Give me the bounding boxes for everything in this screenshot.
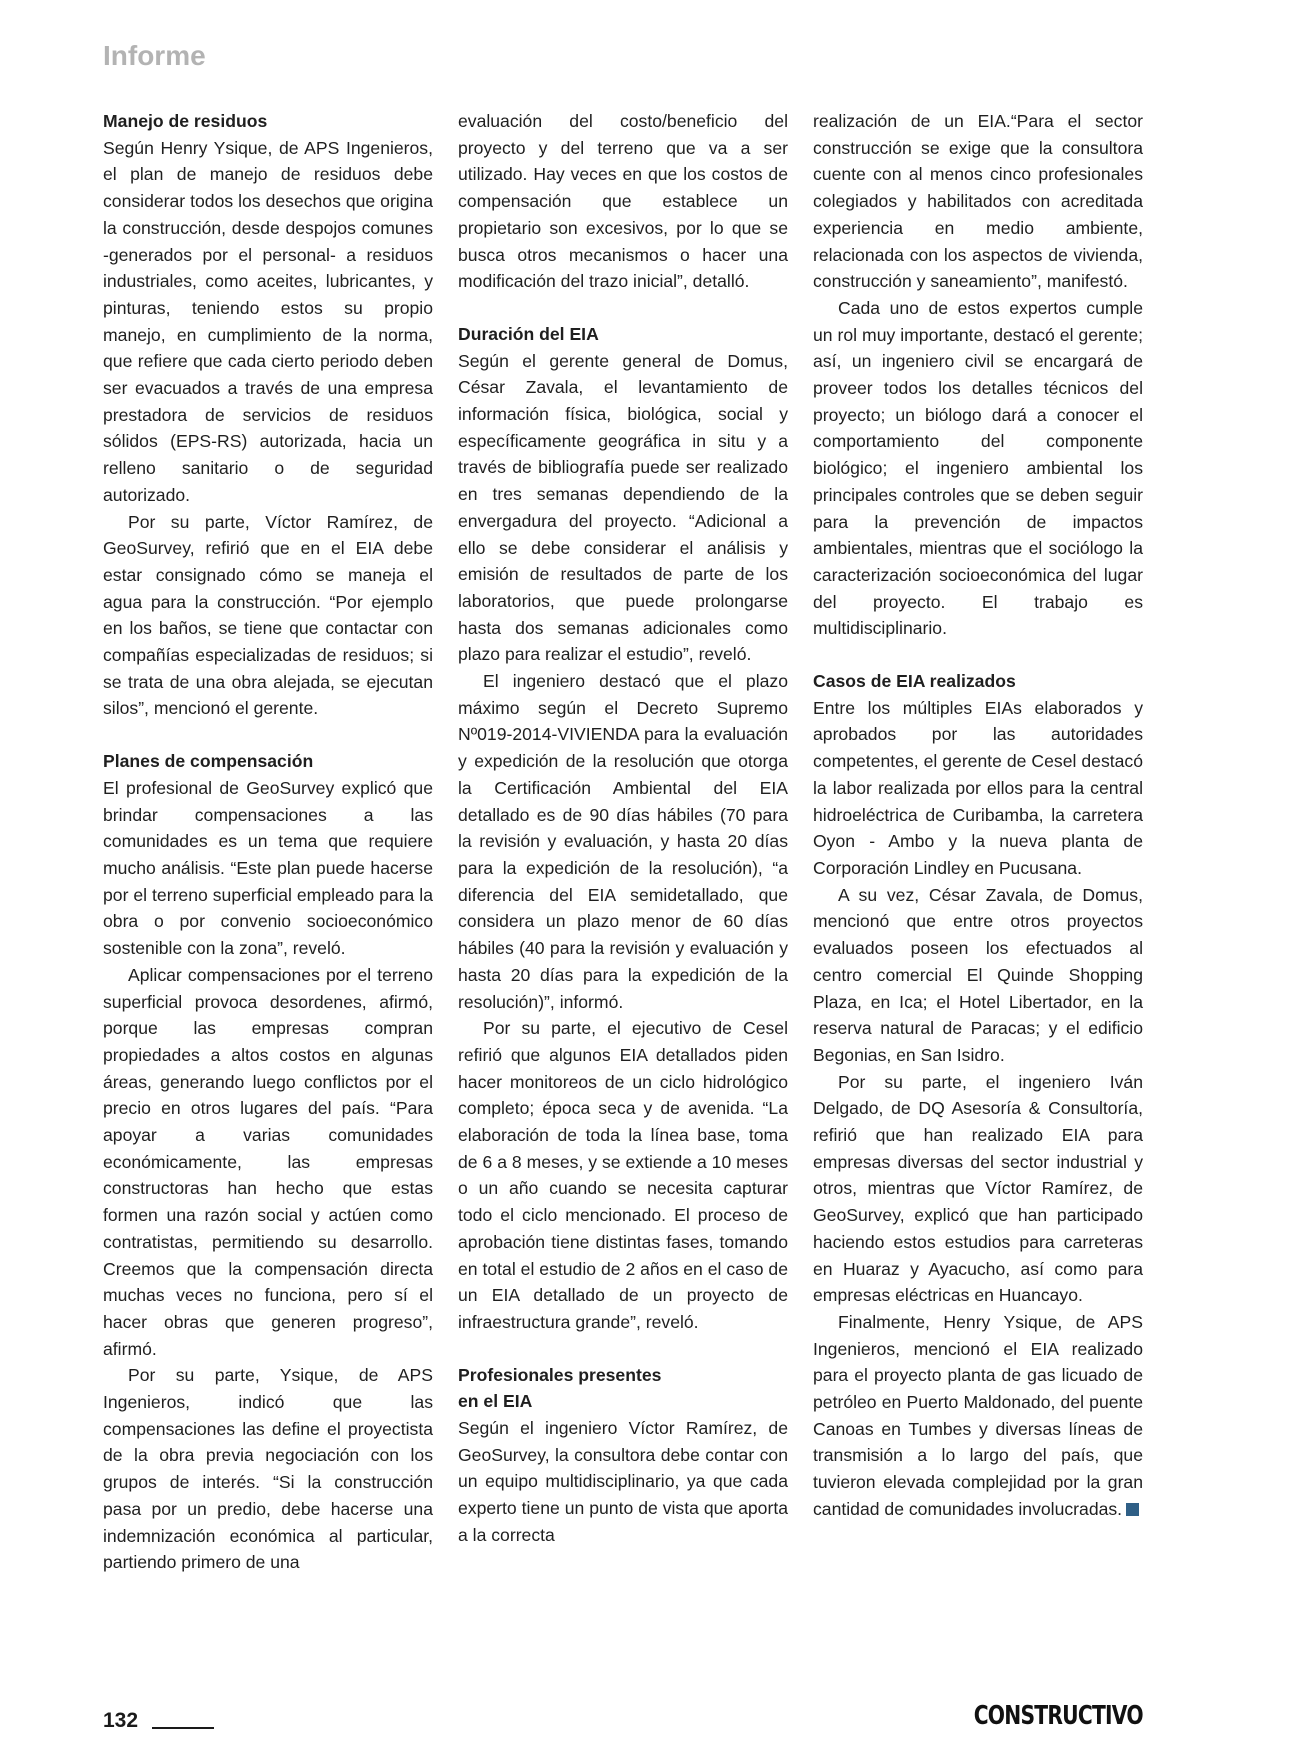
- column-1: [103, 108, 433, 1668]
- paragraph: Por su parte, el ingeniero Iván Delgado, de DQ Asesoría & Consultoría, refirió que han realizado EIA para empresas diversas del sector industrial y otros, mientras que Víctor Ramírez, de GeoSurvey, explicó que han participado haciendo estos estudios para carreteras en Huaraz y Ayacucho, así como para empresas eléctricas en Huancayo.: [813, 1071, 1143, 1306]
- heading-planes-compensacion: Planes de compensación: [103, 751, 314, 772]
- article-body: [103, 108, 1143, 1668]
- paragraph: evaluación del costo/beneficio del proyecto y del terreno que va a ser utilizado. Hay veces en que los costos de compensación que establece un propietario son excesivos, por lo que se busca otros mecanismos o hacer una modificación del trazo inicial”, detalló.: [458, 111, 788, 292]
- paragraph: Cada uno de estos expertos cumple un rol muy importante, destacó el gerente; así, un ingeniero civil se encargará de proveer todos los detalles técnicos del proyecto; un biólogo dará a conocer el comportamiento del componente biológico; el ingeniero ambiental los principales controles que se deben seguir para la prevención de impactos ambientales, mientras que el sociólogo la caracterización socioeconómica del lugar del proyecto. El trabajo es multidisciplinario.: [813, 297, 1143, 639]
- paragraph-final: [813, 1309, 1143, 1523]
- paragraph: A su vez, César Zavala, de Domus, mencionó que entre otros proyectos evaluados poseen los efectuados al centro comercial El Quinde Shopping Plaza, en Ica; el Hotel Libertador, en la reserva natural de Paracas; y el edificio Begonias, en San Isidro.: [813, 884, 1143, 1065]
- section-label: Informe: [103, 40, 206, 71]
- paragraph: Por su parte, el ejecutivo de Cesel refirió que algunos EIA detallados piden hacer monitoreos de un ciclo hidrológico completo; época seca y de avenida. “La elaboración de toda la línea base, toma de 6 a 8 meses, y se extiende a 10 meses o un año cuando se necesita capturar todo el ciclo mencionado. El proceso de aprobación tiene distintas fases, tomando en total el estudio de 2 años en el caso de un EIA detallado de un proyecto de infraestructura grande”, reveló.: [458, 1018, 788, 1332]
- paragraph: Según el gerente general de Domus, César Zavala, el levantamiento de información física, biológica, social y específicamente geográfica in situ y a través de bibliografía puede ser realizado en tres semanas dependiendo de la envergadura del proyecto. “Adicional a ello se debe considerar el análisis y emisión de resultados de parte de los laboratorios, que puede prolongarse hasta dos semanas adicionales como plazo para realizar el estudio”, reveló.: [458, 350, 788, 665]
- heading-profesionales-line-1: Profesionales presentes: [458, 1364, 662, 1385]
- paragraph: Por su parte, Ysique, de APS Ingenieros, indicó que las compensaciones las define el proyectista de la obra previa negociación con los grupos de interés. “Si la construcción pasa por un predio, debe hacerse una indemnización económica al particular, partiendo primero de una: [103, 1365, 433, 1573]
- heading-casos-eia: Casos de EIA realizados: [813, 671, 1016, 692]
- paragraph: El profesional de GeoSurvey explicó que brindar compensaciones a las comunidades es un tema que requiere mucho análisis. “Este plan puede hacerse por el terreno superficial empleado para la obra o por convenio socioeconómico sostenible con la zona”, reveló.: [103, 777, 433, 959]
- paragraph: Según el ingeniero Víctor Ramírez, de GeoSurvey, la consultora debe contar con un equipo multidisciplinario, ya que cada experto tiene un punto de vista que aporta a la correcta: [458, 1418, 788, 1545]
- footer-rule: [152, 1727, 214, 1729]
- magazine-logo: CONSTRUCTIVO: [973, 1701, 1143, 1731]
- column-2: [458, 108, 788, 1668]
- paragraph-final-text: Finalmente, Henry Ysique, de APS Ingenieros, mencionó el EIA realizado para el proyecto planta de gas licuado de petróleo en Puerto Maldonado, del puente Canoas en Tumbes y diversas líneas de transmisión a lo largo del país, que tuvieron elevada complejidad por la gran cantidad de comunidades involucradas.: [813, 1311, 1143, 1519]
- column-3: [813, 108, 1143, 1668]
- heading-duracion-eia: Duración del EIA: [458, 323, 599, 344]
- paragraph: Por su parte, Víctor Ramírez, de GeoSurvey, refirió que en el EIA debe estar consignado cómo se maneja el agua para la construcción. “Por ejemplo en los baños, se tiene que contactar con compañías especializadas de residuos; si se trata de una obra alejada, se ejecutan silos”, mencionó el gerente.: [103, 511, 433, 719]
- paragraph: Según Henry Ysique, de APS Ingenieros, el plan de manejo de residuos debe considerar todos los desechos que origina la construcción, desde despojos comunes -generados por el personal- a residuos industriales, como aceites, lubricantes, y pinturas, teniendo estos su propio manejo, en cumplimiento de la norma, que refiere que cada cierto periodo deben ser evacuados a través de una empresa prestadora de servicios de residuos sólidos (EPS-RS) autorizada, hacia un relleno sanitario o de seguridad autorizado.: [103, 137, 433, 505]
- end-of-article-square-icon: [1126, 1503, 1139, 1516]
- heading-profesionales-line-2: en el EIA: [458, 1391, 533, 1412]
- heading-manejo-residuos: Manejo de residuos: [103, 111, 268, 131]
- paragraph: Entre los múltiples EIAs elaborados y aprobados por las autoridades competentes, el gerente de Cesel destacó la labor realizada por ellos para la central hidroeléctrica de Curibamba, la carretera Oyon - Ambo y la nueva planta de Corporación Lindley en Pucusana.: [813, 697, 1143, 878]
- paragraph: Aplicar compensaciones por el terreno superficial provoca desordenes, afirmó, porque las empresas compran propiedades a altos costos en algunas áreas, generando luego conflictos por el precio en otros lugares del país. “Para apoyar a varias comunidades económicamente, las empresas constructoras han hecho que estas formen una razón social y actúen como contratistas, permitiendo su desarrollo. Creemos que la compensación directa muchas veces no funciona, pero sí el hacer obras que generen progreso”, afirmó.: [103, 964, 433, 1359]
- paragraph: realización de un EIA.“Para el sector construcción se exige que la consultora cuente con al menos cinco profesionales colegiados y habilitados con acreditada experiencia en medio ambiente, relacionada con los aspectos de vivienda, construcción y saneamiento”, manifestó.: [813, 111, 1143, 292]
- paragraph: El ingeniero destacó que el plazo máximo según el Decreto Supremo Nº019-2014-VIVIENDA para la evaluación y expedición de la resolución que otorga la Certificación Ambiental del EIA detallado es de 90 días hábiles (70 para la revisión y evaluación, y hasta 20 días para la expedición de la resolución), “a diferencia del EIA semidetallado, que considera un plazo menor de 60 días hábiles (40 para la revisión y evaluación y hasta 20 días para la expedición de la resolución)”, informó.: [458, 671, 788, 1012]
- page-number: 132: [103, 1709, 139, 1732]
